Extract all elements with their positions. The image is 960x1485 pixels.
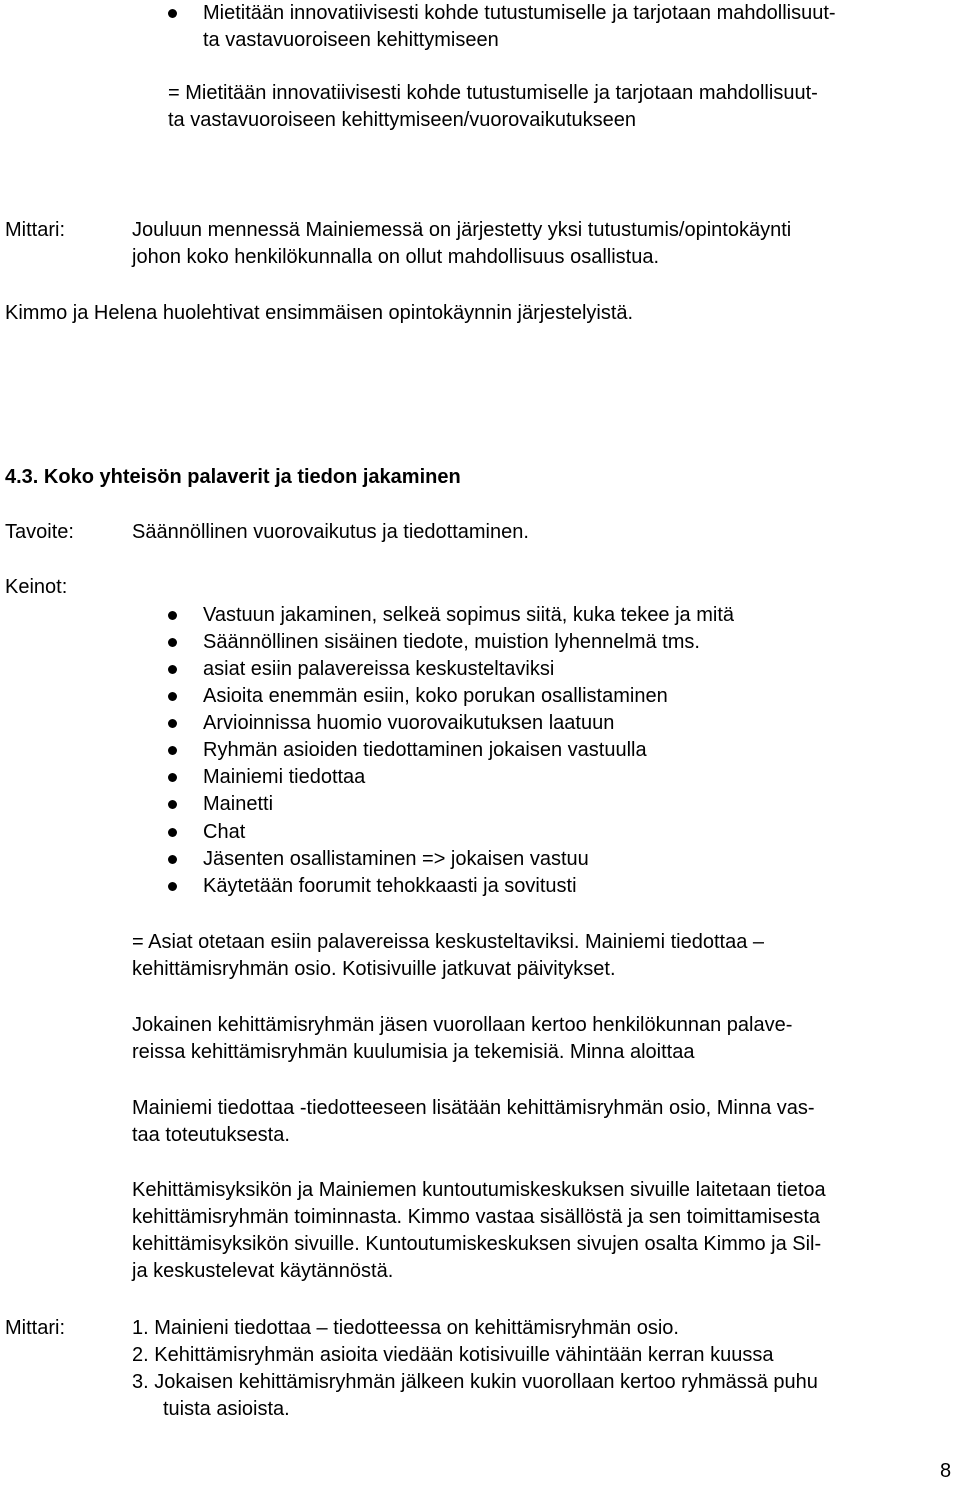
bullet-icon <box>168 800 177 809</box>
list-item: Mainetti <box>203 793 274 815</box>
bullet-icon <box>168 746 177 755</box>
page-number: 8 <box>940 1460 952 1482</box>
bullet-icon <box>168 692 177 701</box>
mittari-item-2: 2. Kehittämisryhmän asioita viedään kotisivuille vähintään kerran kuussa <box>132 1344 774 1366</box>
paragraph-4-line3: kehittämisyksikön sivuille. Kuntoutumiskeskuksen sivujen osalta Kimmo ja Sil- <box>132 1233 822 1255</box>
kimmo-helena-note: Kimmo ja Helena huolehtivat ensimmäisen opintokäynnin järjestelyistä. <box>5 302 634 324</box>
list-item: Arvioinnissa huomio vuorovaikutuksen laatuun <box>203 712 615 734</box>
list-item: Chat <box>203 821 246 843</box>
bullet-icon <box>168 611 177 620</box>
list-item: Asioita enemmän esiin, koko porukan osallistaminen <box>203 685 668 707</box>
paragraph-4-line1: Kehittämisyksikön ja Mainiemen kuntoutumiskeskuksen sivuille laitetaan tietoa <box>132 1179 826 1201</box>
mittari-item-3-line1: 3. Jokaisen kehittämisryhmän jälkeen kukin vuorollaan kertoo ryhmässä puhu <box>132 1371 818 1393</box>
mittari-text-line2: johon koko henkilökunnalla on ollut mahdollisuus osallistua. <box>132 246 660 268</box>
paragraph-2-line1: Jokainen kehittämisryhmän jäsen vuorollaan kertoo henkilökunnan palave- <box>132 1014 793 1036</box>
paragraph-3-line1: Mainiemi tiedottaa -tiedotteeseen lisätään kehittämisryhmän osio, Minna vas- <box>132 1097 815 1119</box>
summary-paragraph-line2: kehittämisryhmän osio. Kotisivuille jatkuvat päivitykset. <box>132 958 616 980</box>
mittari-item-3-line2: tuista asioista. <box>163 1398 290 1420</box>
list-item: Mainiemi tiedottaa <box>203 766 366 788</box>
list-item: Ryhmän asioiden tiedottaminen jokaisen vastuulla <box>203 739 647 761</box>
mittari-label: Mittari: <box>5 1317 65 1339</box>
bullet-icon <box>168 9 177 18</box>
eq-paragraph-line1: = Mietitään innovatiivisesti kohde tutustumiselle ja tarjotaan mahdollisuut- <box>168 82 818 104</box>
bullet-icon <box>168 638 177 647</box>
list-item: Jäsenten osallistaminen => jokaisen vastuu <box>203 848 589 870</box>
eq-paragraph-line2: ta vastavuoroiseen kehittymiseen/vuorovaikutukseen <box>168 109 637 131</box>
keinot-label: Keinot: <box>5 576 68 598</box>
tavoite-text: Säännöllinen vuorovaikutus ja tiedottaminen. <box>132 521 529 543</box>
tavoite-label: Tavoite: <box>5 521 74 543</box>
mittari-item-1: 1. Mainieni tiedottaa – tiedotteessa on kehittämisryhmän osio. <box>132 1317 679 1339</box>
paragraph-4-line4: ja keskustelevat käytännöstä. <box>132 1260 394 1282</box>
mittari-text-line1: Jouluun mennessä Mainiemessä on järjestetty yksi tutustumis/opintokäynti <box>132 219 792 241</box>
list-item: Vastuun jakaminen, selkeä sopimus siitä, kuka tekee ja mitä <box>203 604 735 626</box>
section-heading: 4.3. Koko yhteisön palaverit ja tiedon jakaminen <box>5 466 461 488</box>
mittari-label: Mittari: <box>5 219 65 241</box>
list-item: asiat esiin palavereissa keskusteltaviksi <box>203 658 555 680</box>
bullet-icon <box>168 882 177 891</box>
top-bullet-line2: ta vastavuoroiseen kehittymiseen <box>203 29 499 51</box>
list-item: Säännöllinen sisäinen tiedote, muistion lyhennelmä tms. <box>203 631 700 653</box>
bullet-icon <box>168 719 177 728</box>
paragraph-3-line2: taa toteutuksesta. <box>132 1124 290 1146</box>
bullet-icon <box>168 665 177 674</box>
bullet-icon <box>168 828 177 837</box>
paragraph-2-line2: reissa kehittämisryhmän kuulumisia ja tekemisiä. Minna aloittaa <box>132 1041 695 1063</box>
list-item: Käytetään foorumit tehokkaasti ja sovitusti <box>203 875 577 897</box>
bullet-icon <box>168 773 177 782</box>
summary-paragraph-line1: = Asiat otetaan esiin palavereissa keskusteltaviksi. Mainiemi tiedottaa – <box>132 931 765 953</box>
top-bullet-line1: Mietitään innovatiivisesti kohde tutustumiselle ja tarjotaan mahdollisuut- <box>203 2 836 24</box>
bullet-icon <box>168 855 177 864</box>
paragraph-4-line2: kehittämisryhmän toiminnasta. Kimmo vastaa sisällöstä ja sen toimittamisesta <box>132 1206 821 1228</box>
